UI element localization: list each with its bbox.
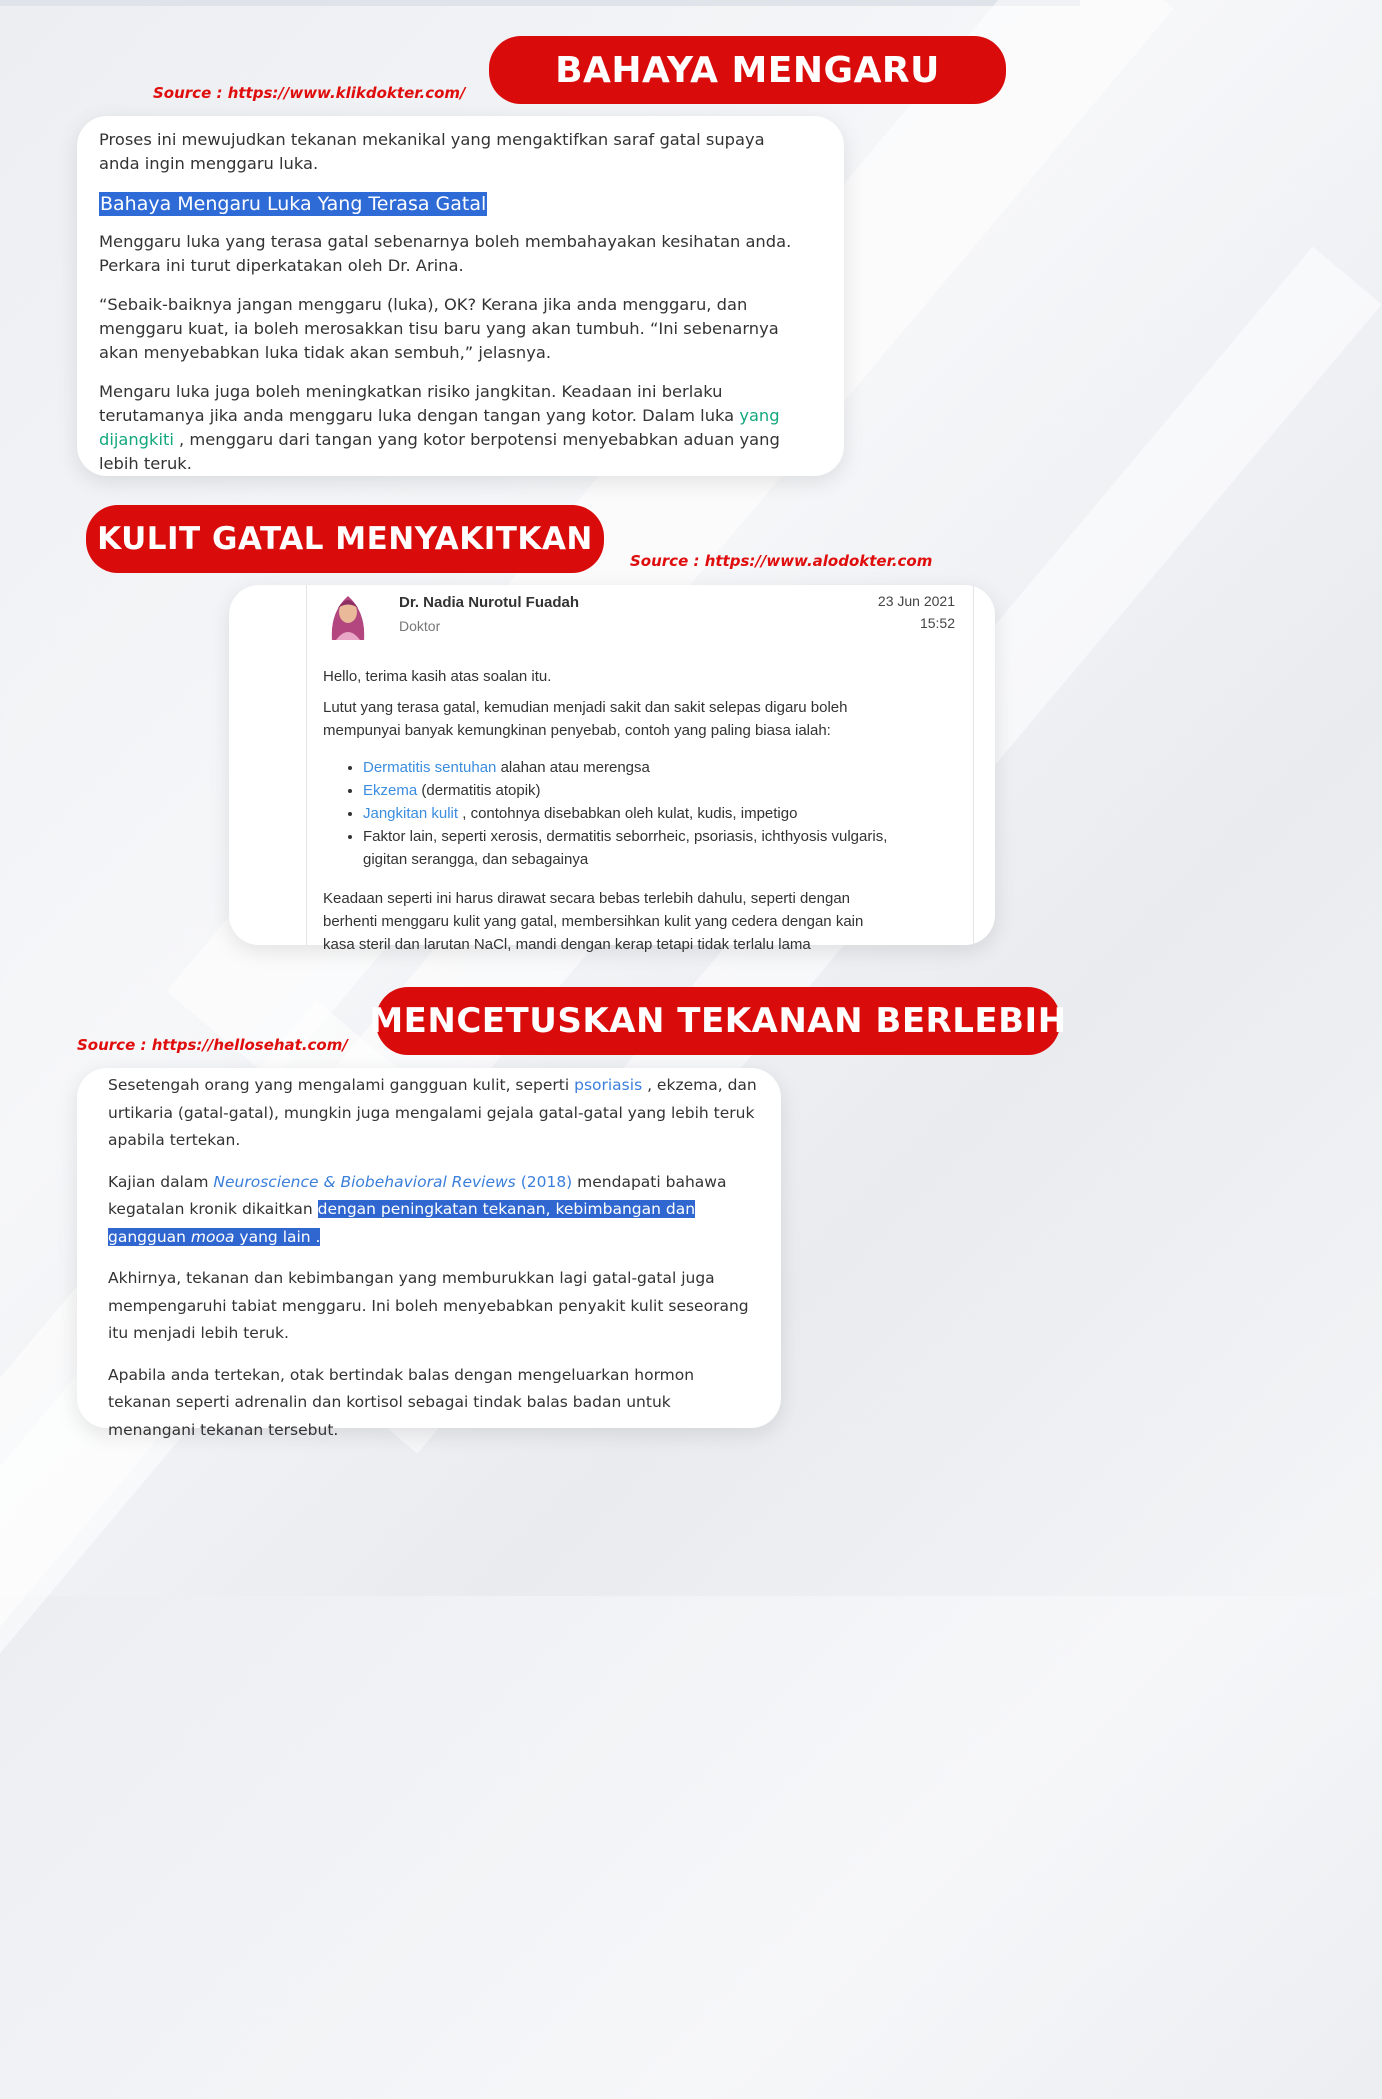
answer-para1: Lutut yang terasa gatal, kemudian menjadi sakit dan sakit selepas digaru boleh mempunyai banyak kemungkinan penyebab, contoh yang paling biasa ialah: xyxy=(323,699,848,739)
answer-greeting: Hello, terima kasih atas soalan itu. xyxy=(323,668,552,685)
section3-para3: Akhirnya, tekanan dan kebimbangan yang memburukkan lagi gatal-gatal juga mempengaruhi tabiat menggaru. Ini boleh menyebabkan penyakit kulit seseorang itu menjadi lebih teruk. xyxy=(108,1269,749,1342)
doctor-role: Doktor xyxy=(399,618,441,634)
list-item xyxy=(363,802,893,825)
section3-card xyxy=(77,1068,781,1439)
section2-title: KULIT GATAL MENYAKITKAN xyxy=(97,521,593,557)
list-item xyxy=(363,825,893,871)
section3-para2-text-mid: mendapati bahawa kegatalan kronik dikaitkan xyxy=(108,1172,727,1218)
thread-divider-right xyxy=(973,585,974,945)
highlighted-text-end: yang lain . xyxy=(234,1227,321,1246)
section3-para1-text: Sesetengah orang yang mengalami gangguan kulit, seperti xyxy=(108,1076,575,1094)
section2-title-banner xyxy=(86,505,604,573)
section1-intro: Proses ini mewujudkan tekanan mekanikal yang mengaktifkan saraf gatal supaya anda ingin menggaru luka. xyxy=(99,130,765,173)
section3-para4: Apabila anda tertekan, otak bertindak balas dengan mengeluarkan hormon tekanan seperti adrenalin dan kortisol sebagai tindak balas badan untuk menangani tekanan tersebut. xyxy=(108,1365,695,1439)
list-item-text: alahan atau merengsa xyxy=(496,759,650,776)
section1-heading: Bahaya Mengaru Luka Yang Terasa Gatal xyxy=(100,193,487,215)
psoriasis-link[interactable]: psoriasis xyxy=(574,1076,643,1094)
section1-para3-text-end: , menggaru dari tangan yang kotor berpotensi menyebabkan aduan yang lebih teruk. xyxy=(99,430,780,473)
section1-card xyxy=(77,116,844,476)
highlighted-text: dengan peningkatan tekanan, kebimbangan dan gangguan xyxy=(108,1200,696,1246)
list-item-link[interactable]: Ekzema xyxy=(363,782,418,799)
list-item-link[interactable]: Dermatitis sentuhan xyxy=(363,759,497,776)
section3-para2-text: Kajian dalam xyxy=(108,1172,214,1191)
journal-link[interactable]: Neuroscience & Biobehavioral Reviews xyxy=(213,1172,516,1191)
section3-para1-text-end: , ekzema, dan urtikaria (gatal-gatal), mungkin juga mengalami gejala gatal-gatal yang lebih teruk apabila tertekan. xyxy=(108,1076,757,1149)
section3-para1 xyxy=(108,1072,758,1155)
highlighted-text-italic: mooa xyxy=(190,1227,235,1246)
answer-para2: Keadaan seperti ini harus dirawat secara bebas terlebih dahulu, seperti dengan berhenti menggaru kulit yang gatal, membersihkan kulit yang cedera dengan kain kasa steril dan larutan NaCl, mandi dengan kerap tetapi tidak terlalu lama xyxy=(323,890,864,953)
post-date: 23 Jun 2021 xyxy=(877,593,955,609)
section1-para2: “Sebaik-baiknya jangan menggaru (luka), OK? Kerana jika anda menggaru, dan menggaru kuat, ia boleh merosakkan tisu baru yang akan tumbuh. “Ini sebenarnya akan menyebabkan luka tidak akan sembuh,” jelasnya. xyxy=(99,295,779,362)
section2-card xyxy=(229,585,995,953)
list-item xyxy=(363,756,893,779)
section2-source[interactable]: Source : https://www.alodokter.com xyxy=(630,552,933,570)
section1-para3 xyxy=(99,380,809,476)
section3-title-banner xyxy=(369,987,1067,1055)
top-bar xyxy=(0,0,1080,6)
thread-divider-left xyxy=(306,585,307,945)
list-item-link[interactable]: Jangkitan kulit xyxy=(363,805,459,822)
list-item xyxy=(363,779,893,802)
section1-source[interactable]: Source : https://www.klikdokter.com/ xyxy=(153,84,466,102)
doctor-name[interactable]: Dr. Nadia Nurotul Fuadah xyxy=(399,594,580,611)
section3-para2 xyxy=(108,1169,758,1252)
journal-year-link[interactable]: (2018) xyxy=(515,1172,573,1191)
section1-para1: Menggaru luka yang terasa gatal sebenarnya boleh membahayakan kesihatan anda. Perkara ini turut diperkatakan oleh Dr. Arina. xyxy=(99,232,792,275)
list-item-text: Faktor lain, seperti xerosis, dermatitis seborrheic, psoriasis, ichthyosis vulgaris, gigitan serangga, dan sebagainya xyxy=(363,828,888,868)
list-item-text: (dermatitis atopik) xyxy=(417,782,541,799)
infected-wound-link[interactable]: yang dijangkiti xyxy=(99,406,780,449)
cause-list xyxy=(323,756,893,871)
section1-para3-text: Mengaru luka juga boleh meningkatkan risiko jangkitan. Keadaan ini berlaku terutamanya jika anda menggaru luka dengan tangan yang kotor. Dalam luka xyxy=(99,382,740,425)
section3-title: MENCETUSKAN TEKANAN BERLEBIH xyxy=(369,1001,1067,1041)
section1-title: BAHAYA MENGARU xyxy=(555,49,940,91)
post-time: 15:52 xyxy=(919,615,955,631)
section1-title-banner xyxy=(489,36,1006,104)
doctor-avatar xyxy=(326,590,370,640)
list-item-text: , contohnya disebabkan oleh kulat, kudis, impetigo xyxy=(458,805,798,822)
section3-source[interactable]: Source : https://hellosehat.com/ xyxy=(77,1036,348,1054)
